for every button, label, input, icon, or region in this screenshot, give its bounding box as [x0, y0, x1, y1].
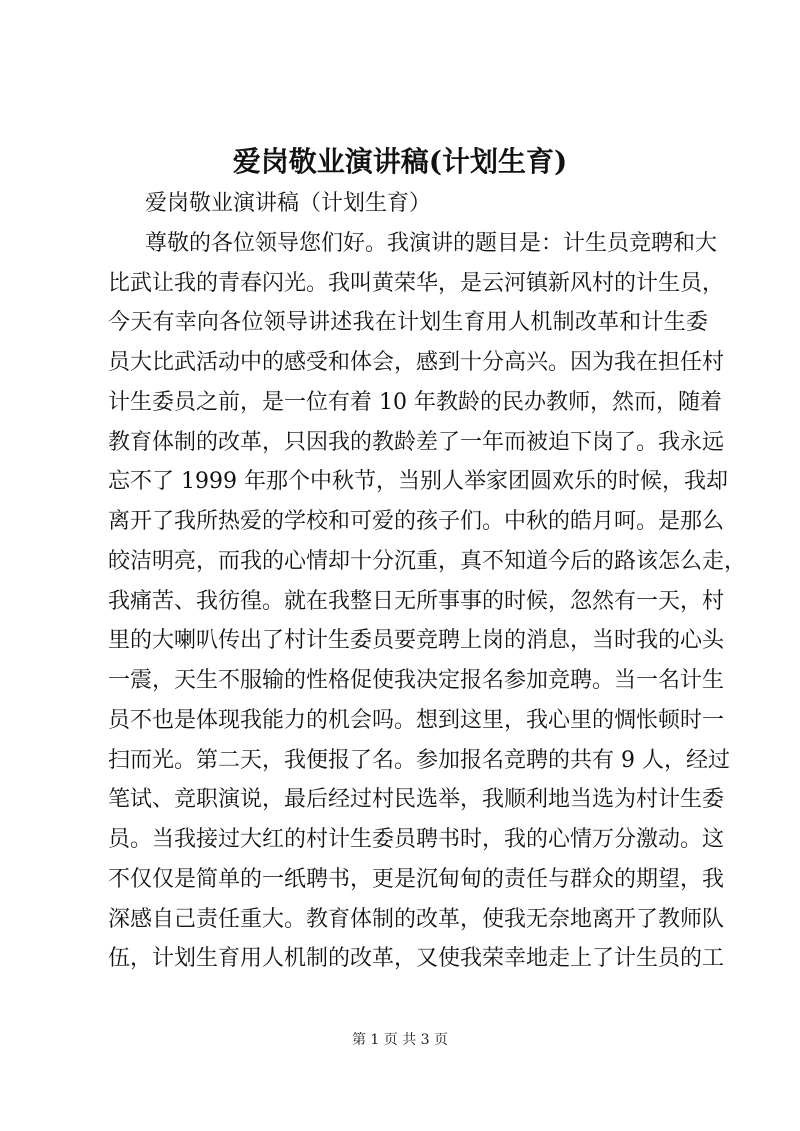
document-body [108, 184, 747, 979]
page-number-footer: 第 1 页 共 3 页 [351, 1032, 449, 1048]
paragraph-line: 比武让我的青春闪光。我叫黄荣华，是云河镇新风村的计生员， [108, 270, 725, 296]
paragraph-line: 我痛苦、我彷徨。就在我整日无所事事的时候，忽然有一天，村 [108, 588, 725, 614]
paragraph-line: 员不也是体现我能力的机会吗。想到这里，我心里的惆怅顿时一 [108, 707, 725, 733]
paragraph-line: 尊敬的各位领导您们好。我演讲的题目是：计生员竞聘和大 [145, 230, 718, 256]
paragraph-line: 忘不了 1999 年那个中秋节，当别人举家团圆欢乐的时候，我却 [108, 469, 728, 495]
paragraph-line: 里的大喇叭传出了村计生委员要竞聘上岗的消息，当时我的心头 [108, 628, 725, 654]
paragraph-line: 一震，天生不服输的性格促使我决定报名参加竞聘。当一名计生 [108, 668, 725, 693]
paragraph-line: 今天有幸向各位领导讲述我在计划生育用人机制改革和计生委 [108, 310, 708, 336]
paragraph-line: 伍，计划生育用人机制的改革，又使我荣幸地走上了计生员的工 [108, 946, 725, 972]
paragraph-line: 皎洁明亮，而我的心情却十分沉重，真不知道今后的路该怎么走， [108, 548, 747, 574]
paragraph-line: 员。当我接过大红的村计生委员聘书时，我的心情万分激动。这 [108, 827, 725, 852]
paragraph-line: 不仅仅是简单的一纸聘书，更是沉甸甸的责任与群众的期望，我 [108, 866, 725, 892]
document-title: 爱岗敬业演讲稿(计划生育) [232, 145, 568, 178]
paragraph-line: 笔试、竞职演说，最后经过村民选举，我顺利地当选为村计生委 [108, 787, 725, 813]
paragraph-line: 教育体制的改革，只因我的教龄差了一年而被迫下岗了。我永远 [108, 429, 725, 455]
paragraph-line: 计生委员之前，是一位有着 10 年教龄的民办教师，然而，随着 [108, 389, 722, 415]
subtitle-line: 爱岗敬业演讲稿（计划生育） [145, 191, 432, 216]
paragraph-line: 离开了我所热爱的学校和可爱的孩子们。中秋的皓月呵。是那么 [108, 509, 725, 534]
paragraph-line: 员大比武活动中的感受和体会，感到十分高兴。因为我在担任村 [108, 350, 725, 375]
paragraph-line: 深感自己责任重大。教育体制的改革，使我无奈地离开了教师队 [108, 906, 725, 932]
paragraph-line: 扫而光。第二天，我便报了名。参加报名竞聘的共有 9 人，经过 [108, 747, 730, 773]
